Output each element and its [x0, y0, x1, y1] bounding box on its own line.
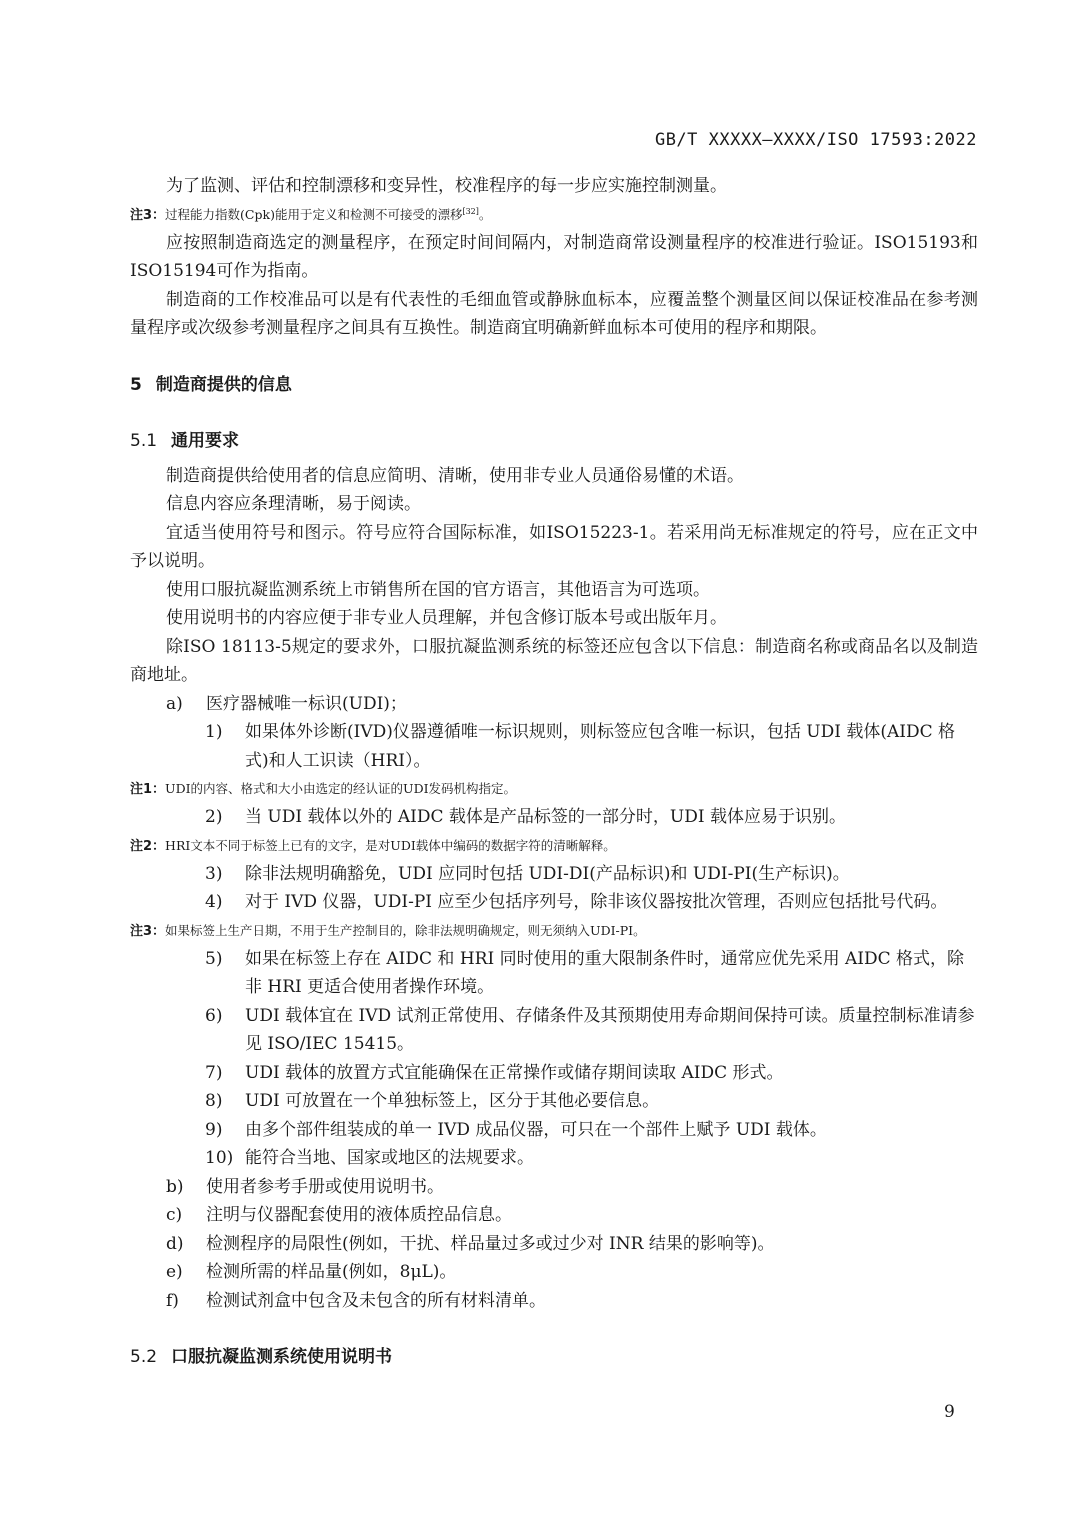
note-text: HRI文本不同于标签上已有的文字，是对UDI载体中编码的数据字符的清晰解释。 — [165, 837, 616, 853]
list-item — [166, 1230, 978, 1259]
subsection-heading — [130, 1343, 978, 1371]
note-text: UDI的内容、格式和大小由选定的经认证的UDI发码机构指定。 — [165, 781, 517, 796]
list-text: 除非法规明确豁免，UDI 应同时包括 UDI-DI(产品标识)和 UDI-PI(生产标识)。 — [245, 863, 850, 884]
sub-list-item — [205, 860, 978, 889]
note-end: 。 — [478, 206, 492, 222]
list-marker: f) — [166, 1290, 179, 1311]
paragraph: 为了监测、评估和控制漂移和变异性，校准程序的每一步应实施控制测量。 — [166, 176, 727, 196]
subsection-heading — [130, 427, 978, 455]
reference-superscript: [32] — [462, 206, 479, 216]
list-marker: 6) — [205, 1005, 223, 1026]
note-label: 注3： — [130, 207, 166, 223]
paragraph: 应按照制造商选定的测量程序，在预定时间间隔内，对制造商常设测量程序的校准进行验证。ISO15193和ISO15194可作为指南。 — [130, 232, 978, 281]
list-marker: 1) — [205, 722, 223, 742]
list-text: 检测试剂盒中包含及未包含的所有材料清单。 — [206, 1290, 546, 1311]
sub-list-item — [205, 1087, 978, 1116]
note-label: 注1： — [130, 782, 166, 797]
note — [130, 917, 978, 945]
list-marker: 9) — [205, 1119, 223, 1140]
list-text: 注明与仪器配套使用的液体质控品信息。 — [206, 1205, 512, 1225]
list-marker: 5) — [205, 948, 223, 969]
sub-list-item — [205, 1059, 978, 1088]
section-heading — [130, 371, 978, 399]
list-text: 当 UDI 载体以外的 AIDC 载体是产品标签的一部分时，UDI 载体应易于识别。 — [245, 807, 846, 827]
list-text: 如果体外诊断(IVD)仪器遵循唯一标识规则，则标签应包含唯一标识，包括 UDI 载体(AIDC 格式)和人工识读（HRI）。 — [245, 722, 956, 771]
list-text: 对于 IVD 仪器，UDI-PI 应至少包括序列号，除非该仪器按批次管理，否则应包括批号代码。 — [245, 892, 948, 912]
list-text: UDI 可放置在一个单独标签上，区分于其他必要信息。 — [245, 1091, 660, 1111]
list-item — [166, 1287, 978, 1316]
list-marker: d) — [166, 1233, 184, 1254]
list-marker: 3) — [205, 863, 223, 884]
subsection-number: 5.2 — [130, 1347, 158, 1367]
list-marker: a) — [166, 693, 183, 714]
note — [130, 201, 978, 229]
list-marker: 8) — [205, 1091, 223, 1111]
paragraph: 宜适当使用符号和图示。符号应符合国际标准，如ISO15223-1。若采用尚无标准规定的符号，应在正文中予以说明。 — [130, 522, 978, 571]
sub-list-item — [205, 1144, 978, 1173]
list-marker: b) — [166, 1176, 184, 1197]
list-marker: 2) — [205, 807, 223, 827]
sub-list-item — [205, 1002, 978, 1059]
page-number: 9 — [944, 1402, 955, 1422]
list-text: 检测所需的样品量(例如，8μL)。 — [206, 1262, 457, 1282]
sub-list-item — [205, 945, 978, 1002]
list-item — [166, 1173, 978, 1202]
subsection-number: 5.1 — [130, 430, 158, 451]
list-marker: 10) — [205, 1148, 234, 1168]
list-text: 能符合当地、国家或地区的法规要求。 — [245, 1148, 534, 1168]
list-text: 如果在标签上存在 AIDC 和 HRI 同时使用的重大限制条件时，通常应优先采用 AIDC 格式，除非 HRI 更适合使用者操作环境。 — [245, 948, 965, 997]
list-marker: 7) — [205, 1062, 223, 1083]
subsection-title: 通用要求 — [171, 430, 240, 451]
paragraph: 使用口服抗凝监测系统上市销售所在国的官方语言，其他语言为可选项。 — [166, 579, 710, 600]
subsection-title: 口服抗凝监测系统使用说明书 — [171, 1347, 393, 1367]
paragraph: 制造商的工作校准品可以是有代表性的毛细血管或静脉血标本，应覆盖整个测量区间以保证校准品在参考测量程序或次级参考测量程序之间具有互换性。制造商宜明确新鲜血标本可使用的程序和期限。 — [130, 289, 978, 338]
note-label: 注3： — [130, 923, 166, 939]
list-text: 使用者参考手册或使用说明书。 — [206, 1176, 444, 1197]
note — [130, 832, 978, 860]
section-title: 制造商提供的信息 — [155, 374, 292, 395]
note-label: 注2： — [130, 838, 166, 854]
list-item — [166, 1258, 978, 1287]
paragraph: 制造商提供给使用者的信息应简明、清晰，使用非专业人员通俗易懂的术语。 — [166, 465, 744, 486]
list-text: UDI 载体的放置方式宜能确保在正常操作或储存期间读取 AIDC 形式。 — [245, 1062, 784, 1083]
document-id-header: GB/T XXXXX—XXXX/ISO 17593:2022 — [654, 130, 977, 150]
list-marker: e) — [166, 1262, 183, 1282]
sub-list-item — [205, 803, 978, 832]
paragraph: 信息内容应条理清晰，易于阅读。 — [166, 494, 421, 514]
page-content — [130, 172, 978, 1378]
list-item — [166, 1201, 978, 1230]
sub-list-item — [205, 1116, 978, 1145]
note-text: 过程能力指数(Cpk)能用于定义和检测不可接受的漂移 — [165, 206, 463, 222]
list-marker: 4) — [205, 892, 223, 912]
sub-list-item — [205, 888, 978, 917]
note-text: 如果标签上生产日期，不用于生产控制目的，除非法规明确规定，则无须纳入UDI-PI。 — [165, 922, 646, 938]
note — [130, 775, 978, 803]
list-text: 由多个部件组装成的单一 IVD 成品仪器，可只在一个部件上赋予 UDI 载体。 — [245, 1119, 827, 1140]
list-text: UDI 载体宜在 IVD 试剂正常使用、存储条件及其预期使用寿命期间保持可读。质量控制标准请参见 ISO/IEC 15415。 — [245, 1005, 975, 1054]
paragraph: 除ISO 18113-5规定的要求外，口服抗凝监测系统的标签还应包含以下信息：制造商名称或商品名以及制造商地址。 — [130, 636, 978, 685]
paragraph: 使用说明书的内容应便于非专业人员理解，并包含修订版本号或出版年月。 — [166, 608, 727, 628]
list-item — [166, 690, 978, 719]
list-text: 检测程序的局限性(例如，干扰、样品量过多或过少对 INR 结果的影响等)。 — [206, 1233, 775, 1254]
list-text: 医疗器械唯一标识(UDI)； — [206, 693, 407, 714]
sub-list-item — [205, 718, 978, 775]
list-marker: c) — [166, 1205, 183, 1225]
section-number: 5 — [130, 374, 142, 395]
